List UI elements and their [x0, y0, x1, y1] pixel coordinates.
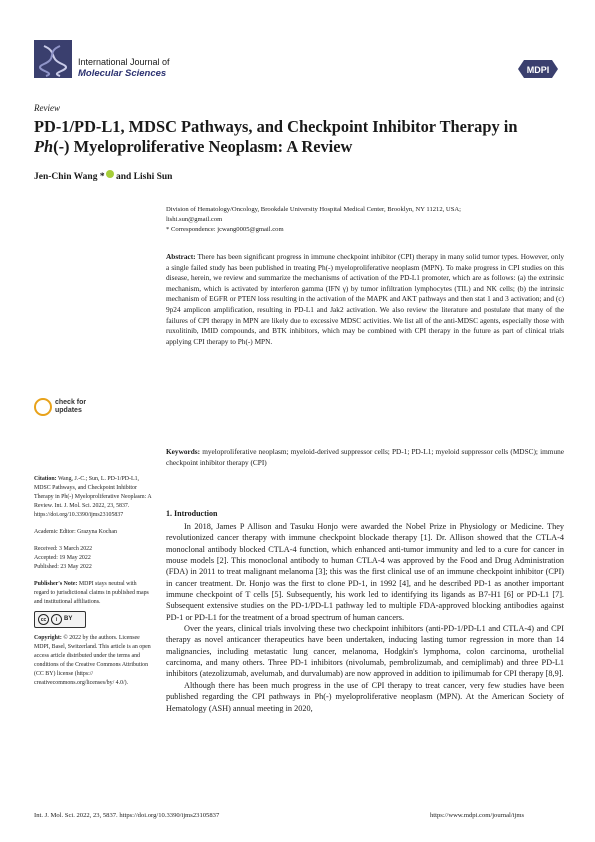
- copyright-label: Copyright:: [34, 635, 62, 641]
- body-paragraph: In 2018, James P Allison and Tasuku Honjo were awarded the Nobel Prize in Physiology or Medicine. They revolutionized cancer therapy with immune checkpoint blockade therapy [1]. Dr. Allison showed that the CTLA-4 monoclonal antibody blocked CTLA-4 function, which enhanced anti-tumor immunity and led to a cure for cancer in mouse models [2]. This monoclonal antibody to human CTLA-4 was approved by the Food and Drug Administration (FDA) in 2011 to treat malignant melanoma [3]; this was the first clinical use of an immune checkpoint inhibitor (CPI) in cancer treatment. Dr. Honjo was the first to clone PD-1, in 1992 [4], and he described PD-1 as another important immune checkpoint of T cells [5]. Subsequently, his work led to identifying its ligands as B7-H1 [6] or PD-L1 [7]. Subsequent extensive studies on the PD-1/PD-L1 pathway led to multiple FDA-approved blocking antibodies against PD-1 or PD-L1 for the treatment of a broad spectrum of human cancers.: [166, 522, 564, 622]
- keywords: [166, 447, 564, 468]
- keywords-label: Keywords:: [166, 447, 201, 456]
- body-text: [166, 521, 564, 714]
- citation-block: [34, 475, 152, 520]
- title-part1: PD-1/PD-L1, MDSC Pathways, and Checkpoint Inhibitor Therapy in: [34, 117, 518, 136]
- journal-logo-icon: [34, 40, 72, 78]
- cc-by-label: BY: [64, 616, 73, 622]
- copyright-text: © 2022 by the authors. Licensee MDPI, Basel, Switzerland. This article is an open access article distributed under the terms and conditions of the Creative Commons Attribution (CC BY) license (https:// creativecommons.org/licenses/by/ 4.0/).: [34, 635, 151, 686]
- copyright-block: [34, 634, 152, 688]
- citation-text: Wang, J.-C.; Sun, L. PD-1/PD-L1, MDSC Pathways, and Checkpoint Inhibitor Therapy in Ph(-) Myeloproliferative Neoplasm: A Review. Int. J. Mol. Sci. 2022, 23, 5837. https://doi.org/10.3390/ijms23105837: [34, 476, 152, 518]
- cc-by-license-badge[interactable]: [34, 611, 86, 628]
- affiliation: [166, 205, 566, 235]
- published-date: Published: 23 May 2022: [34, 564, 92, 570]
- publisher-note-label: Publisher's Note:: [34, 581, 78, 587]
- section-heading: 1. Introduction: [166, 509, 218, 518]
- side-panel: [34, 475, 152, 688]
- title-part2: (-) Myeloproliferative Neoplasm: A Review: [53, 137, 353, 156]
- check-updates-label-1: check for: [55, 399, 87, 406]
- attribution-icon: i: [51, 614, 62, 625]
- body-paragraph: Although there has been much progress in the use of CPI therapy to treat cancer, very few studies have been published regarding the CPI pathways in Ph(-) myeloproliferative neoplasm (MPN). At the American Society of Hematology (ASH) annual meeting in 2020,: [166, 680, 564, 713]
- check-updates-icon: [34, 398, 52, 416]
- footer-citation[interactable]: Int. J. Mol. Sci. 2022, 23, 5837. https://doi.org/10.3390/ijms23105837: [34, 812, 220, 819]
- abstract-label: Abstract:: [166, 252, 196, 261]
- author-1: Jen-Chin Wang *: [34, 172, 105, 182]
- affiliation-line: Division of Hematology/Oncology, Brookdale University Hospital Medical Center, Brooklyn, NY 11212, USA;: [166, 206, 461, 213]
- publisher-note: [34, 580, 152, 607]
- author-list: [34, 170, 172, 182]
- title-italic: Ph: [34, 137, 54, 156]
- journal-name-line1: International Journal of: [78, 57, 170, 67]
- abstract: [166, 252, 564, 347]
- mdpi-logo-text: MDPI: [526, 65, 550, 75]
- correspondence-line: * Correspondence: jcwang0005@gmail.com: [166, 226, 284, 233]
- abstract-text: There has been significant progress in immune checkpoint inhibitor (CPI) therapy in many solid tumor types. However, only a single failed study has been published in treating Ph(-) myeloproliferative neoplasm (MPN). To make progress in CPI studies on this disease, herein, we review and summarize the mechanisms of activation of the PD-L1 promoter, which are as follows: (a) the extrinsic mechanism, which is activated by interferon gamma (IFN γ) by tumor infiltration lymphocytes (TIL) and NK cells; (b) the intrinsic mechanism of EGFR or PTEN loss resulting in the activation of the MAPK and AKT pathways and then stat 1 and 3 activation; and (c) 9p24 amplicon amplification, resulting in PD-L1 and Jak2 activation. We also review the literature and postulate that many of the failures of CPI therapy in MPN are likely due to excessive MDSC activities. We list all of the anti-MDSC agents, especially those with ruxolitinib, IMID compounds, and BTK inhibitors, which may be combined with CPI therapy in the future as part of clinical trials applying CPI therapy to Ph(-) MPN.: [166, 252, 564, 346]
- received-date: Received: 3 March 2022: [34, 546, 93, 552]
- journal-name-line2: Molecular Sciences: [78, 68, 167, 79]
- check-updates-label-2: updates: [55, 407, 82, 414]
- article-type: Review: [34, 103, 60, 113]
- citation-label: Citation:: [34, 476, 57, 482]
- article-title: [34, 117, 554, 157]
- check-for-updates-button[interactable]: [34, 398, 124, 418]
- academic-editor: Academic Editor: Grazyna Kochan: [34, 529, 117, 535]
- keywords-text: myeloproliferative neoplasm; myeloid-derived suppressor cells; PD-1; PD-L1; myeloid suppressor cells (MDSC); immune checkpoint inhibitor therapy (CPI): [166, 447, 564, 467]
- footer-journal-url[interactable]: https://www.mdpi.com/journal/ijms: [430, 812, 525, 819]
- cc-icon: cc: [38, 614, 49, 625]
- author-2: and Lishi Sun: [115, 172, 173, 182]
- body-paragraph: Over the years, clinical trials involving these two checkpoint inhibitors (anti-PD-1/PD-L1 and CTLA-4) and CPI therapy as novel anticancer therapeutics have been undertaken, inducing lasting tumor regression in more than 14 malignancies, including metastatic lung cancer, melanoma, Hodgkin's lymphoma, colon carcinoma, urothelial carcinoma, and many others. Three PD-1 inhibitors (nivolumab, pembrolizumab, and cemiplimab) and three PD-L1 inhibitors (atezolizumab, avelumab, and durvalumab) are now approved in addition to ipilimumab for CPI therapy [8,9].: [166, 624, 564, 679]
- affiliation-email[interactable]: lishi.sun@gmail.com: [166, 216, 223, 223]
- accepted-date: Accepted: 19 May 2022: [34, 555, 91, 561]
- orcid-icon[interactable]: [106, 170, 114, 178]
- publisher-note-text: MDPI stays neutral with regard to jurisdictional claims in published maps and institutional affiliations.: [34, 581, 149, 605]
- mdpi-logo-icon: [518, 58, 558, 80]
